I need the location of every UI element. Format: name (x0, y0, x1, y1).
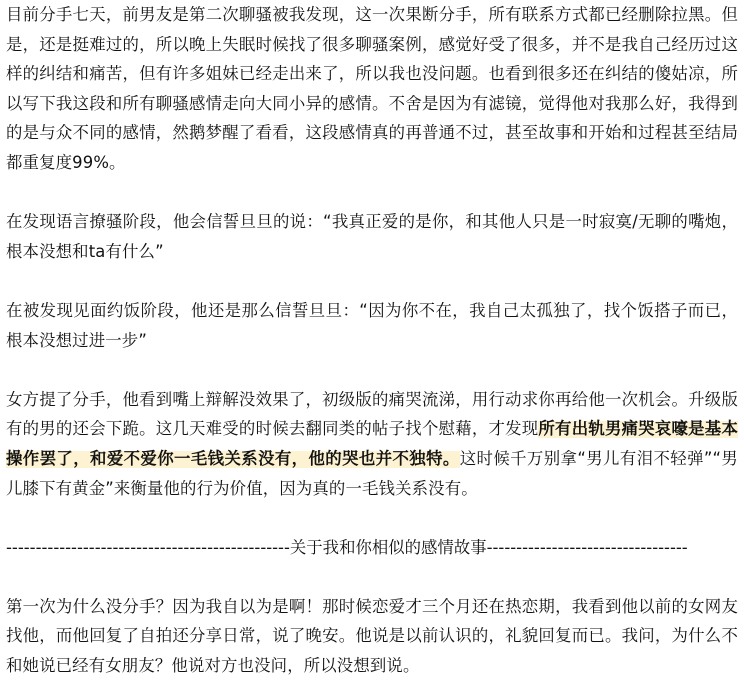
paragraph-gap (6, 266, 738, 296)
paragraph-gap (6, 503, 738, 533)
divider-dashes-right: ---------------------------------- (486, 537, 688, 557)
paragraph-crying-stage (6, 385, 738, 503)
section-divider-title: 关于我和你相似的感情故事 (289, 537, 487, 557)
paragraph-gap (6, 178, 738, 208)
paragraph-breakup-intro: 目前分手七天，前男友是第二次聊骚被我发现，这一次果断分手，所有联系方式都已经删除拉黑。但是，还是挺难过的，所以晚上失眠时候找了很多聊骚案例，感觉好受了很多，并不是我自己经历过这样的纠结和痛苦，但有许多姐妹已经走出来了，所以我也没问题。也看到很多还在纠结的傻姑凉，所以写下我这段和所有聊骚感情走向大同小异的感情。不舍是因为有滤镜，觉得他对我那么好，我得到的是与众不同的感情，然鹅梦醒了看看，这段感情真的再普通不过，甚至故事和开始和过程甚至结局都重复度99%。 (6, 5, 738, 172)
paragraph-flirting-stage: 在发现语言撩骚阶段，他会信誓旦旦的说：“我真正爱的是你，和其他人只是一时寂寞/无聊的嘴炮，根本没想和ta有什么” (6, 212, 738, 261)
paragraph-gap (6, 355, 738, 385)
crying-stage-text-after: 这时候千万别拿“男儿有泪不轻弹”“男儿膝下有黄金”来衡量他的行为价值，因为真的一毛钱关系没有。 (6, 448, 738, 498)
paragraph-dinner-stage: 在被发现见面约饭阶段，他还是那么信誓旦旦：“因为你不在，我自己太孤独了，找个饭搭子而已，根本没想过进一步” (6, 300, 738, 350)
paragraph-gap (6, 562, 738, 592)
paragraph-first-time: 第一次为什么没分手？因为我自以为是啊！那时候恋爱才三个月还在热恋期，我看到他以前的女网友找他，而他回复了自拍还分享日常，说了晚安。他说是以前认识的，礼貌回复而已。我问，为什么不和她说已经有女朋友？他说对方也没问，所以没想到说。 (6, 596, 738, 676)
section-divider (6, 533, 738, 563)
divider-dashes-left: ------------------------------------------------ (6, 537, 290, 557)
highlighted-bold-text: 所有出轨男痛哭哀嚎是基本操作罢了，和爱不爱你一毛钱关系没有，他的哭也并不独特。 (6, 419, 738, 468)
crying-stage-text-before: 女方提了分手，他看到嘴上辩解没效果了，初级版的痛哭流涕，用行动求你再给他一次机会。升级版有的男的还会下跪。这几天难受的时候去翻同类的帖子找个慰藉，才发现 (6, 389, 738, 439)
